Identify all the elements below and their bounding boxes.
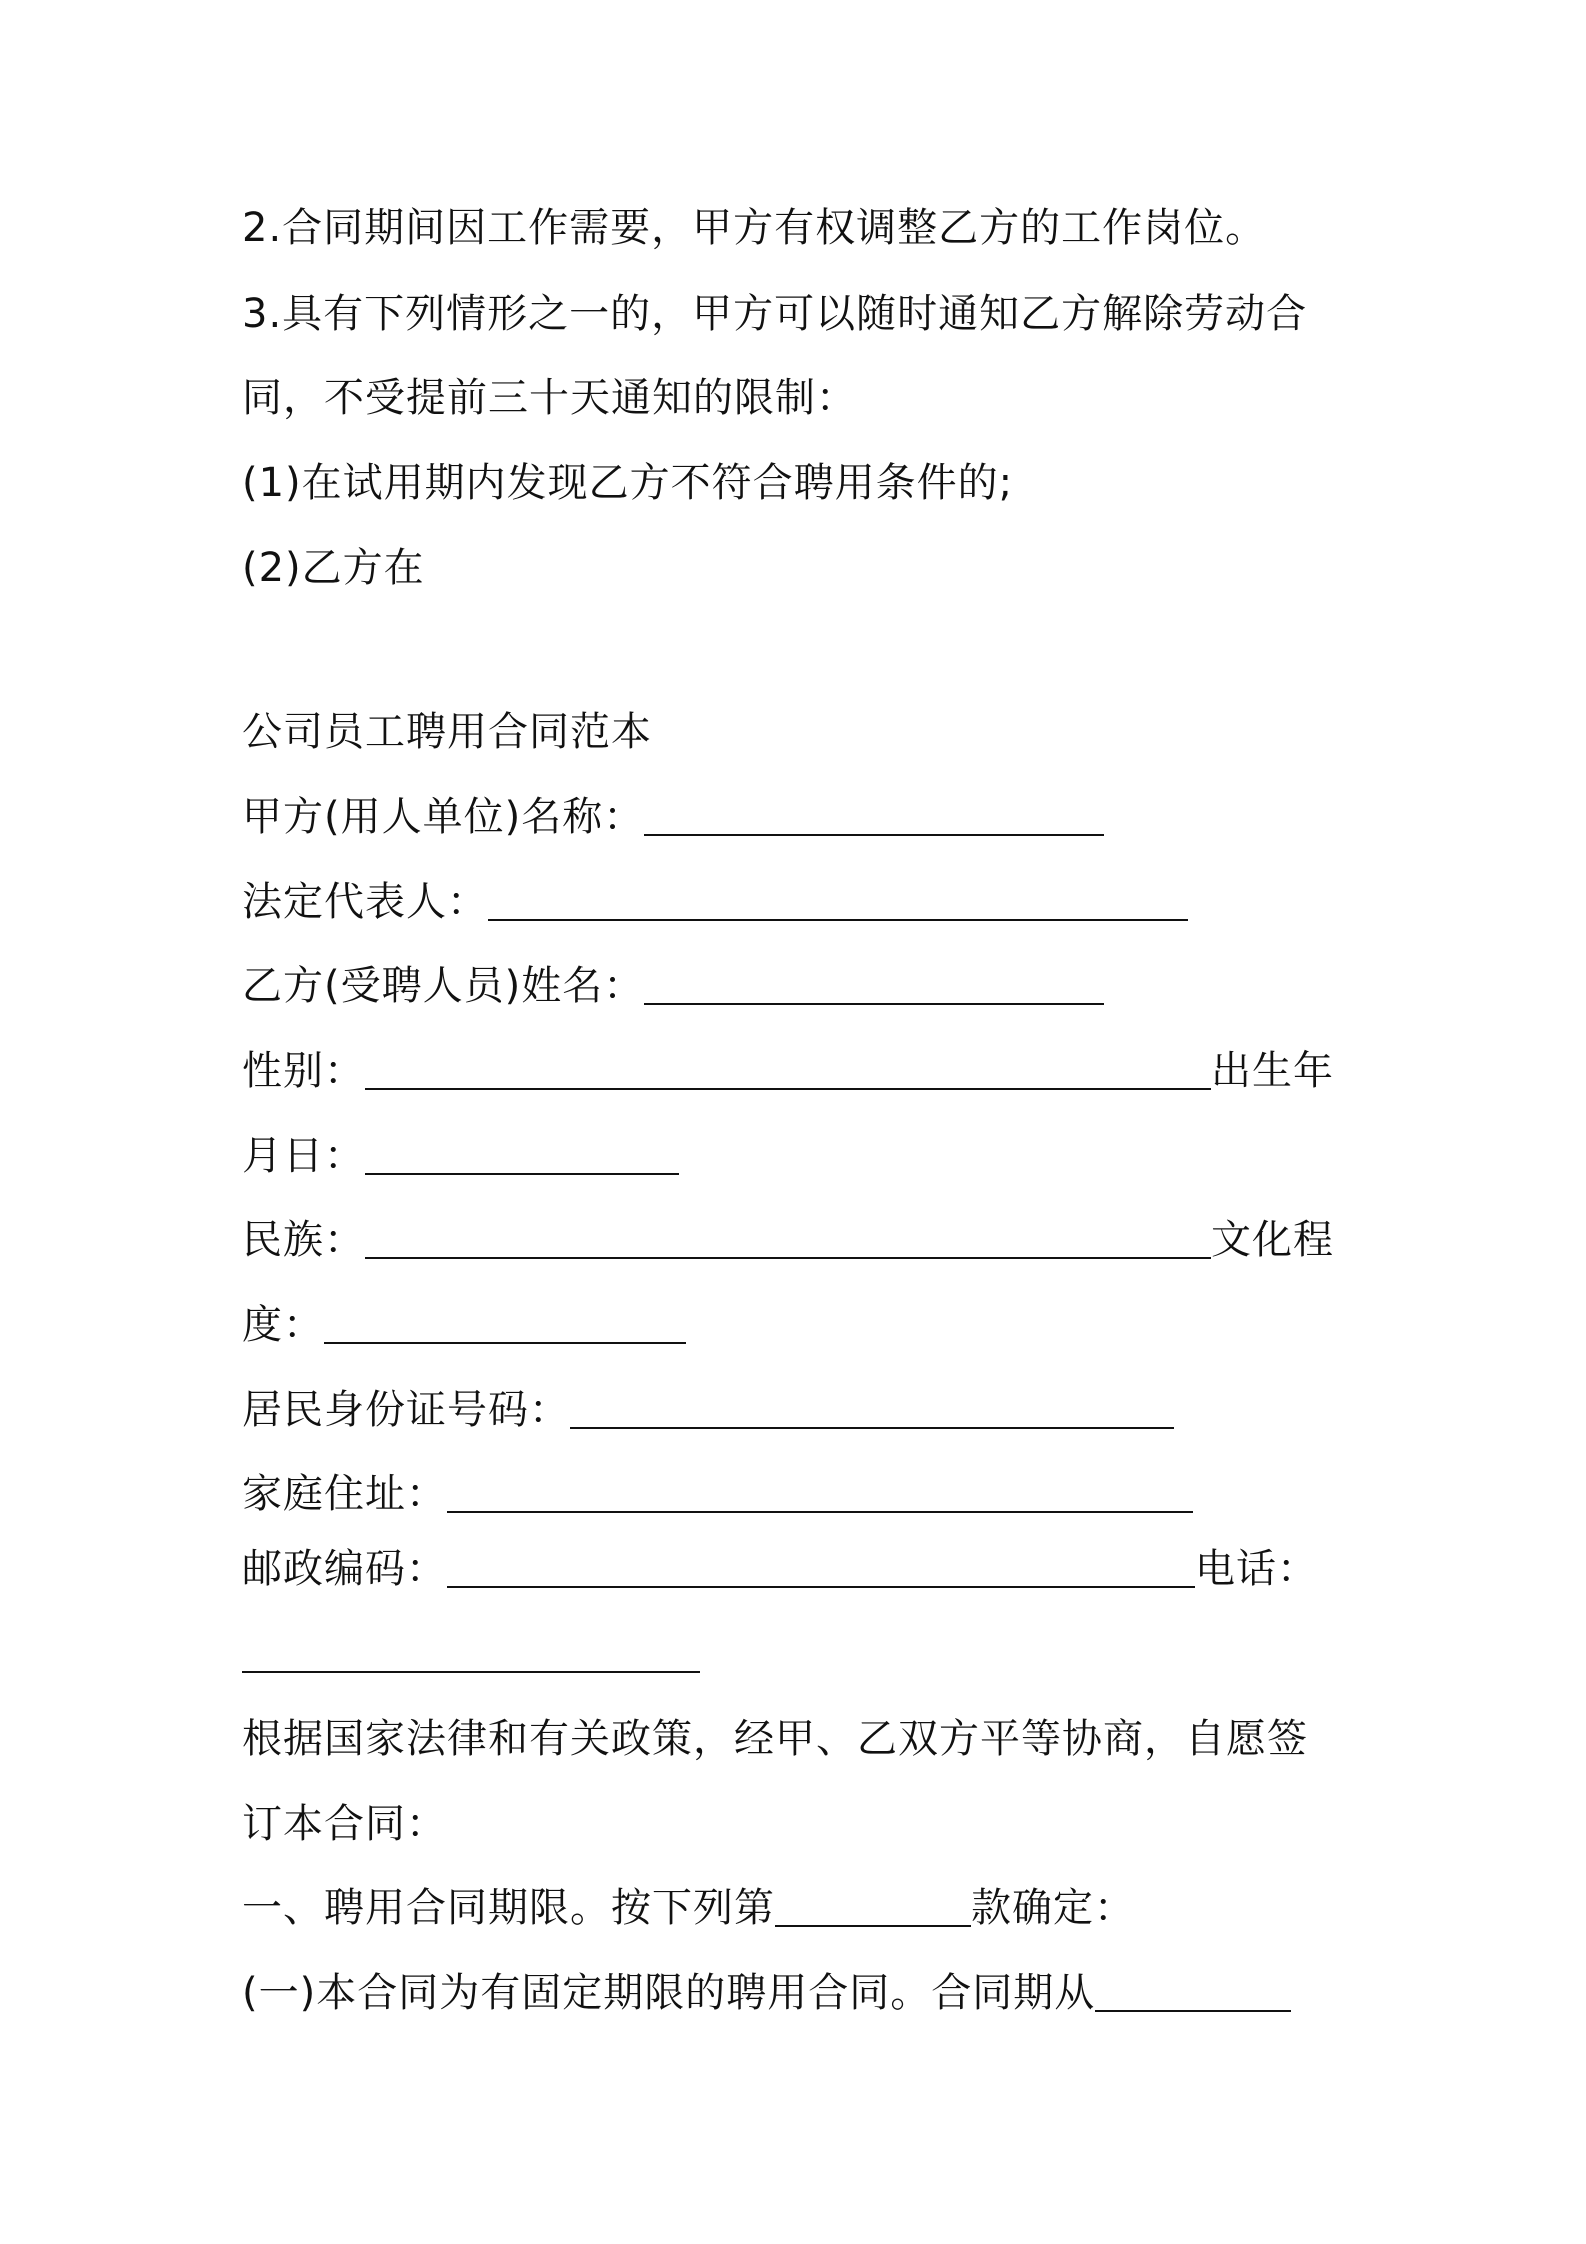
address-label: 家庭住址： (242, 1471, 447, 1517)
ethnicity-row (242, 1212, 1352, 1268)
education-row (242, 1297, 1352, 1353)
item-1-text: (1)在试用期内发现乙方不符合聘用条件的; (242, 460, 1014, 506)
id-number-blank (570, 1387, 1174, 1429)
clause-3-line-2 (242, 370, 1352, 426)
postcode-row (242, 1541, 1352, 1597)
legal-rep-blank (488, 879, 1188, 921)
clause-2 (242, 200, 1352, 256)
party-b-name-label: 乙方(受聘人员)姓名： (242, 963, 645, 1009)
section-1-item-1-text: (一)本合同为有固定期限的聘用合同。合同期从 (242, 1970, 1096, 2016)
section-1-blank (775, 1885, 971, 1927)
item-2-text: (2)乙方在 (242, 545, 425, 591)
gender-label: 性别： (242, 1048, 365, 1094)
birth-blank (365, 1133, 679, 1175)
section-1-heading (242, 1880, 1352, 1936)
party-a-name-label: 甲方(用人单位)名称： (242, 794, 645, 840)
contract-period-blank (1095, 1970, 1291, 2012)
intro-line-2 (242, 1796, 1352, 1852)
party-a-name-row (242, 789, 1352, 845)
birth-label-part-1: 出生年 (1211, 1048, 1334, 1094)
intro-text-1: 根据国家法律和有关政策，经甲、乙双方平等协商，自愿签 (242, 1716, 1308, 1762)
section-1-item-1 (242, 1965, 1352, 2021)
legal-rep-row (242, 874, 1352, 930)
postcode-label: 邮政编码： (242, 1546, 447, 1592)
education-label-part-2: 度： (242, 1302, 324, 1348)
section-1-suffix: 款确定： (971, 1885, 1135, 1931)
clause-3-text-1: 3.具有下列情形之一的，甲方可以随时通知乙方解除劳动合 (242, 291, 1308, 337)
page-title (242, 704, 1352, 760)
birth-label-part-2: 月日： (242, 1133, 365, 1179)
ethnicity-label: 民族： (242, 1217, 365, 1263)
ethnicity-blank (365, 1217, 1211, 1259)
intro-text-2: 订本合同： (242, 1801, 447, 1847)
phone-row (242, 1626, 1352, 1682)
clause-3-line-1 (242, 286, 1352, 342)
education-blank (324, 1302, 686, 1344)
clause-3-text-2: 同，不受提前三十天通知的限制： (242, 375, 857, 421)
intro-line-1 (242, 1711, 1352, 1767)
phone-label: 电话： (1195, 1546, 1318, 1592)
party-b-name-blank (644, 963, 1104, 1005)
phone-blank (242, 1631, 700, 1673)
id-number-label: 居民身份证号码： (242, 1387, 570, 1433)
section-1-prefix: 一、聘用合同期限。按下列第 (242, 1885, 775, 1931)
birth-row (242, 1128, 1352, 1184)
id-number-row (242, 1382, 1352, 1438)
address-blank (447, 1471, 1193, 1513)
address-row (242, 1466, 1352, 1522)
item-2 (242, 540, 1352, 596)
legal-rep-label: 法定代表人： (242, 879, 488, 925)
item-1 (242, 455, 1352, 511)
gender-row (242, 1043, 1352, 1099)
party-b-name-row (242, 958, 1352, 1014)
clause-2-text: 2.合同期间因工作需要，甲方有权调整乙方的工作岗位。 (242, 205, 1267, 251)
education-label-part-1: 文化程 (1211, 1217, 1334, 1263)
gender-blank (365, 1048, 1211, 1090)
title-text: 公司员工聘用合同范本 (242, 709, 652, 755)
party-a-name-blank (644, 794, 1104, 836)
postcode-blank (447, 1546, 1195, 1588)
